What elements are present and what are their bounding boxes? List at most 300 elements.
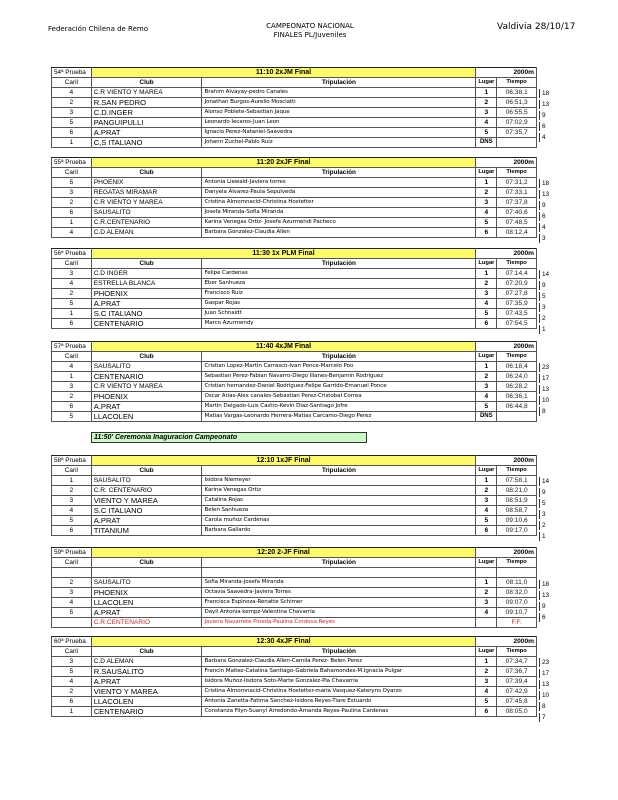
- crew: Cristian hernandez-Daniel Rodriguez-Felipe Garrido-Emanuel Ponce: [202, 382, 476, 392]
- column-header-row: [52, 647, 537, 657]
- place: 6: [476, 228, 497, 238]
- column-header-row: [52, 78, 537, 88]
- time: 06:28,2: [497, 382, 537, 392]
- points: 18: [539, 89, 562, 98]
- place: 2: [476, 372, 497, 382]
- lane: [52, 568, 92, 578]
- race-block: [51, 67, 571, 148]
- place: DNS: [476, 412, 497, 422]
- race-table: [51, 341, 537, 422]
- points: 1: [539, 325, 562, 334]
- time: 07:37,8: [497, 198, 537, 208]
- points: 2: [539, 521, 562, 530]
- place: DNS: [476, 138, 497, 148]
- club: SAUSALITO: [91, 578, 202, 588]
- time: 07:27,8: [497, 289, 537, 299]
- lane: 4: [52, 362, 92, 372]
- time: 07:45,8: [497, 697, 537, 707]
- points: 9: [539, 281, 562, 290]
- points: 13: [539, 190, 562, 199]
- time: 09:17,0: [497, 526, 537, 536]
- lane: 3: [52, 108, 92, 118]
- place: [476, 568, 497, 578]
- race-block: [51, 248, 571, 333]
- club: SAUSALITO: [91, 476, 202, 486]
- crew: Martin Delgado-Luis Castro-Kevin Diaz-Santiago Jofre: [202, 402, 476, 412]
- place: 2: [476, 188, 497, 198]
- place: [476, 618, 497, 628]
- time: 07:35,7: [497, 128, 537, 138]
- crew: Johann Zuchel-Pablo Ruiz: [202, 138, 476, 148]
- result-row: [52, 362, 537, 372]
- crew-header: Tripulación: [202, 647, 476, 657]
- lane: 5: [52, 516, 92, 526]
- time: 08:58,7: [497, 506, 537, 516]
- points: 6: [539, 212, 562, 221]
- race-number: 55ª Prueba: [52, 158, 92, 168]
- club: CENTENARIO: [91, 372, 202, 382]
- time: 06:18,4: [497, 362, 537, 372]
- lane: 3: [52, 269, 92, 279]
- time: 06:38,1: [497, 88, 537, 98]
- lane: 3: [52, 657, 92, 667]
- lane-header: Caril: [52, 259, 92, 269]
- club: CENTENARIO: [91, 319, 202, 329]
- time: 07:39,4: [497, 677, 537, 687]
- result-row: [52, 496, 537, 506]
- place: 3: [476, 108, 497, 118]
- result-row: [52, 319, 537, 329]
- crew: Francisca Espinoza-Renatte Schimer: [202, 598, 476, 608]
- crew: Francin Maltez-Catalina Santiago-Gabriela Bahamondes-M.Ignacia Pulgar: [202, 667, 476, 677]
- place: 1: [476, 657, 497, 667]
- time: 07:02,9: [497, 118, 537, 128]
- lane-header: Caril: [52, 647, 92, 657]
- club: LLACOLEN: [91, 598, 202, 608]
- time: [497, 568, 537, 578]
- race-block: [51, 157, 571, 242]
- column-header-row: [52, 352, 537, 362]
- lane: 1: [52, 218, 92, 228]
- crew: Cristina Almomnacid-Christina Hostetter-maria Vasquez-Kateryns Oyarzo: [202, 687, 476, 697]
- crew-header: Tripulación: [202, 168, 476, 178]
- place: 4: [476, 608, 497, 618]
- place: 5: [476, 128, 497, 138]
- race-title: 11:40 4xJM Final: [91, 342, 476, 352]
- club: S.C ITALIANO: [91, 506, 202, 516]
- crew: Brahim Alvayay-pedro Canales: [202, 88, 476, 98]
- time-header: Tiempo: [497, 259, 537, 269]
- column-header-row: [52, 466, 537, 476]
- crew: Isidora Niemeyer: [202, 476, 476, 486]
- place: 1: [476, 88, 497, 98]
- points: 6: [539, 122, 562, 131]
- result-row: [52, 598, 537, 608]
- time: 08:21,0: [497, 486, 537, 496]
- club: R.SAN PEDRO: [91, 98, 202, 108]
- result-row: [52, 198, 537, 208]
- place: 2: [476, 486, 497, 496]
- result-row: [52, 707, 537, 717]
- crew-header: Tripulación: [202, 78, 476, 88]
- result-row: [52, 372, 537, 382]
- race-block: [51, 547, 571, 628]
- place: 1: [476, 269, 497, 279]
- race-table: [51, 248, 537, 329]
- time: 07:58,1: [497, 476, 537, 486]
- title-line-2: FINALES PL/Juveniles: [273, 31, 347, 39]
- race-table: [51, 157, 537, 238]
- race-number: 60ª Prueba: [52, 637, 92, 647]
- result-row: [52, 299, 537, 309]
- club: PANGUIPULLI: [91, 118, 202, 128]
- club: ESTRELLA BLANCA: [91, 279, 202, 289]
- time: 09:10,7: [497, 608, 537, 618]
- lane: 5: [52, 118, 92, 128]
- club: R.SAUSALITO: [91, 667, 202, 677]
- place: 4: [476, 506, 497, 516]
- crew: Barbara Gonzalez-Claudia Allen: [202, 228, 476, 238]
- time: 07:54,5: [497, 319, 537, 329]
- club-header: Club: [91, 168, 202, 178]
- time: 06:24,0: [497, 372, 537, 382]
- place: 5: [476, 218, 497, 228]
- race-number: 56ª Prueba: [52, 249, 92, 259]
- points: 8: [539, 407, 562, 416]
- club: A.PRAT: [91, 608, 202, 618]
- race-distance: 2000m: [476, 548, 537, 558]
- club: C.D ALEMAN: [91, 228, 202, 238]
- race-block: [51, 636, 571, 721]
- time: 06:44,8: [497, 402, 537, 412]
- place: 6: [476, 526, 497, 536]
- lane: 4: [52, 506, 92, 516]
- crew-header: Tripulación: [202, 466, 476, 476]
- crew: Felipe Cardenas: [202, 269, 476, 279]
- club: C.D INGER: [91, 269, 202, 279]
- place-header: Lugar: [476, 259, 497, 269]
- place: 3: [476, 198, 497, 208]
- race-title-row: [52, 637, 537, 647]
- result-row: [52, 506, 537, 516]
- time: 08:12,4: [497, 228, 537, 238]
- club: A.PRAT: [91, 299, 202, 309]
- race-title: 11:10 2xJM Final: [91, 68, 476, 78]
- club: A.PRAT: [91, 516, 202, 526]
- club-header: Club: [91, 558, 202, 568]
- result-row: [52, 98, 537, 108]
- time-header: Tiempo: [497, 647, 537, 657]
- points: 5: [539, 499, 562, 508]
- crew: Marco Azurmendy: [202, 319, 476, 329]
- time-header: Tiempo: [497, 168, 537, 178]
- place: 2: [476, 98, 497, 108]
- document-title: [230, 22, 390, 40]
- place-header: Lugar: [476, 168, 497, 178]
- club: A.PRAT: [91, 128, 202, 138]
- time-header: Tiempo: [497, 558, 537, 568]
- result-row: [52, 677, 537, 687]
- club: C.R.CENTENARIO: [91, 618, 202, 628]
- place: 5: [476, 402, 497, 412]
- place: 1: [476, 178, 497, 188]
- place: 3: [476, 598, 497, 608]
- race-title: 12:10 1xJF Final: [91, 456, 476, 466]
- crew: Antonia Liewald-Javiera torres: [202, 178, 476, 188]
- club: PHOENIX: [91, 178, 202, 188]
- place: 3: [476, 382, 497, 392]
- lane: 2: [52, 392, 92, 402]
- lane: 1: [52, 476, 92, 486]
- club-header: Club: [91, 466, 202, 476]
- place: 3: [476, 496, 497, 506]
- race-distance: 2000m: [476, 342, 537, 352]
- time: 07:42,9: [497, 687, 537, 697]
- result-row: [52, 657, 537, 667]
- points: 10: [539, 396, 562, 405]
- race-table: [51, 636, 537, 717]
- crew: Francisco Ruiz: [202, 289, 476, 299]
- points: 5: [539, 292, 562, 301]
- title-line-1: CAMPEONATO NACIONAL: [266, 22, 354, 30]
- result-row: [52, 88, 537, 98]
- crew: Sofia Miranda-Josefa Miranda: [202, 578, 476, 588]
- result-row: [52, 687, 537, 697]
- lane: 3: [52, 188, 92, 198]
- crew: Alonso Poblete-Sebastian Jaque: [202, 108, 476, 118]
- points: 13: [539, 680, 562, 689]
- result-row: [52, 188, 537, 198]
- place-date: Valdivia 28/10/17: [497, 22, 576, 32]
- crew: Dayli Antonia kempz-Valentina Chavarria: [202, 608, 476, 618]
- crew: Jonathan Burgos-Aurelio Mosciatti: [202, 98, 476, 108]
- result-row: [52, 118, 537, 128]
- crew: [202, 568, 476, 578]
- time-header: Tiempo: [497, 352, 537, 362]
- points: 13: [539, 100, 562, 109]
- race-title-row: [52, 342, 537, 352]
- lane: 5: [52, 299, 92, 309]
- result-row: [52, 138, 537, 148]
- lane: 2: [52, 198, 92, 208]
- crew: Barbara Gallardo: [202, 526, 476, 536]
- place: 6: [476, 319, 497, 329]
- club: A.PRAT: [91, 677, 202, 687]
- club: VIENTO Y MAREA: [91, 496, 202, 506]
- time: 08:05,0: [497, 707, 537, 717]
- crew: Constanza Filyn-Suanyi Arredondo-Amanda Reyes-Paulina Cardenas: [202, 707, 476, 717]
- time: [497, 412, 537, 422]
- result-row: [52, 526, 537, 536]
- lane: 5: [52, 608, 92, 618]
- points: 4: [539, 133, 562, 142]
- result-row: [52, 178, 537, 188]
- club: LLACOLEN: [91, 412, 202, 422]
- result-row: [52, 412, 537, 422]
- club: C.R VIENTO Y MAREA: [91, 382, 202, 392]
- crew: Oscar Arias-Alex canales-Sebastian Perez-Cristobal Correa: [202, 392, 476, 402]
- lane: [52, 618, 92, 628]
- crew-header: Tripulación: [202, 558, 476, 568]
- lane-header: Caril: [52, 78, 92, 88]
- column-header-row: [52, 558, 537, 568]
- result-row: [52, 218, 537, 228]
- result-row: [52, 228, 537, 238]
- lane: 1: [52, 138, 92, 148]
- place-header: Lugar: [476, 466, 497, 476]
- club: SAUSALITO: [91, 362, 202, 372]
- race-distance: 2000m: [476, 158, 537, 168]
- lane-header: Caril: [52, 352, 92, 362]
- points: 9: [539, 111, 562, 120]
- result-row: [52, 309, 537, 319]
- crew: Karina Venegas Ortiz- Josefa Azurmendi Pacheco: [202, 218, 476, 228]
- place: 3: [476, 289, 497, 299]
- lane: 2: [52, 687, 92, 697]
- time: 06:36,1: [497, 392, 537, 402]
- lane: 6: [52, 402, 92, 412]
- club: REGATAS MIRAMAR: [91, 188, 202, 198]
- crew: Juan Schnaidt: [202, 309, 476, 319]
- crew: Gaspar Rojas: [202, 299, 476, 309]
- place: 4: [476, 118, 497, 128]
- race-title-row: [52, 158, 537, 168]
- race-table: [51, 547, 537, 628]
- lane: 5: [52, 667, 92, 677]
- result-row: [52, 476, 537, 486]
- club: [91, 568, 202, 578]
- lane: 6: [52, 128, 92, 138]
- result-row: [52, 279, 537, 289]
- place-header: Lugar: [476, 647, 497, 657]
- time: 07:34,7: [497, 657, 537, 667]
- crew: Josefa Miranda-Sofia Miranda: [202, 208, 476, 218]
- time: 09:07,0: [497, 598, 537, 608]
- points: 17: [539, 669, 562, 678]
- club: SAUSALITO: [91, 208, 202, 218]
- race-title: 12:20 2-JF Final: [91, 548, 476, 558]
- time-header: Tiempo: [497, 78, 537, 88]
- lane: 2: [52, 486, 92, 496]
- lane: 2: [52, 578, 92, 588]
- lane: 2: [52, 98, 92, 108]
- points: 9: [539, 201, 562, 210]
- crew: Eber Sanhueza: [202, 279, 476, 289]
- lane: 4: [52, 677, 92, 687]
- race-distance: 2000m: [476, 249, 537, 259]
- crew: Leonardo Iecaros-Juan Leon: [202, 118, 476, 128]
- result-row: [52, 667, 537, 677]
- club: A.PRAT: [91, 402, 202, 412]
- race-title-row: [52, 249, 537, 259]
- club: CENTENARIO: [91, 707, 202, 717]
- result-row: [52, 608, 537, 618]
- column-header-row: [52, 259, 537, 269]
- race-table: [51, 455, 537, 536]
- points: 14: [539, 270, 562, 279]
- result-row: [52, 269, 537, 279]
- race-title: 12:30 4xJF Final: [91, 637, 476, 647]
- points: 10: [539, 691, 562, 700]
- result-row: [52, 402, 537, 412]
- points: 23: [539, 658, 562, 667]
- result-row: [52, 208, 537, 218]
- points: 18: [539, 580, 562, 589]
- lane-header: Caril: [52, 558, 92, 568]
- points: 23: [539, 363, 562, 372]
- crew: Carola muñoz Cardenas: [202, 516, 476, 526]
- points: 9: [539, 602, 562, 611]
- points: 9: [539, 488, 562, 497]
- result-row: [52, 392, 537, 402]
- crew-header: Tripulación: [202, 352, 476, 362]
- time: 07:35,9: [497, 299, 537, 309]
- points: 4: [539, 223, 562, 232]
- points: 13: [539, 385, 562, 394]
- crew: Cristina Almomnacid-Christina Hostetter: [202, 198, 476, 208]
- club: VIENTO Y MAREA: [91, 687, 202, 697]
- crew: Belen Sanhueza: [202, 506, 476, 516]
- points: 13: [539, 591, 562, 600]
- club: C.D.INGER: [91, 108, 202, 118]
- time-header: Tiempo: [497, 466, 537, 476]
- crew: Isidora Muñoz-Iisdora Soto-Marte Gonzalez-Pia Chavarria: [202, 677, 476, 687]
- time: 07:36,7: [497, 667, 537, 677]
- place: 4: [476, 687, 497, 697]
- crew: Cristian Lopez-Martin Carrasco-Ivan Ponce-Marcelo Poo: [202, 362, 476, 372]
- time: 07:31,2: [497, 178, 537, 188]
- place: 1: [476, 578, 497, 588]
- race-title-row: [52, 68, 537, 78]
- lane: 6: [52, 208, 92, 218]
- club: S.C ITALIANO: [91, 309, 202, 319]
- time: 07:33,1: [497, 188, 537, 198]
- lane: 3: [52, 588, 92, 598]
- lane-header: Caril: [52, 168, 92, 178]
- lane: 6: [52, 697, 92, 707]
- place: 1: [476, 476, 497, 486]
- lane: 4: [52, 88, 92, 98]
- result-row: [52, 568, 537, 578]
- federation-name: Federación Chilena de Remo: [48, 25, 149, 33]
- column-header-row: [52, 168, 537, 178]
- place-header: Lugar: [476, 352, 497, 362]
- points: 8: [539, 702, 562, 711]
- crew: Danyela Alvarez-Paula Sepulveda: [202, 188, 476, 198]
- time: 08:32,0: [497, 588, 537, 598]
- crew: Sebastian Perez-Fabian Navarro-Diego Illanes-Benjamin Rodriguez: [202, 372, 476, 382]
- time: 07:43,5: [497, 309, 537, 319]
- crew: Ignacio Perez-Nataniel-Saavedra: [202, 128, 476, 138]
- crew: Antonia Zanetta-Fatima Sanchez-Isidora Reyes-Tiare Estuardo: [202, 697, 476, 707]
- result-row: [52, 578, 537, 588]
- points: 2: [539, 314, 562, 323]
- race-number: 58ª Prueba: [52, 456, 92, 466]
- club: C.R. CENTENARIO: [91, 486, 202, 496]
- race-block: [51, 341, 571, 422]
- race-title-row: [52, 456, 537, 466]
- lane: 3: [52, 382, 92, 392]
- club-header: Club: [91, 647, 202, 657]
- result-row: [52, 618, 537, 628]
- points: 3: [539, 234, 562, 243]
- race-title: 11:30 1x PLM Final: [91, 249, 476, 259]
- lane: 1: [52, 309, 92, 319]
- time: 08:11,0: [497, 578, 537, 588]
- time: [497, 138, 537, 148]
- lane: 4: [52, 279, 92, 289]
- race-number: 59ª Prueba: [52, 548, 92, 558]
